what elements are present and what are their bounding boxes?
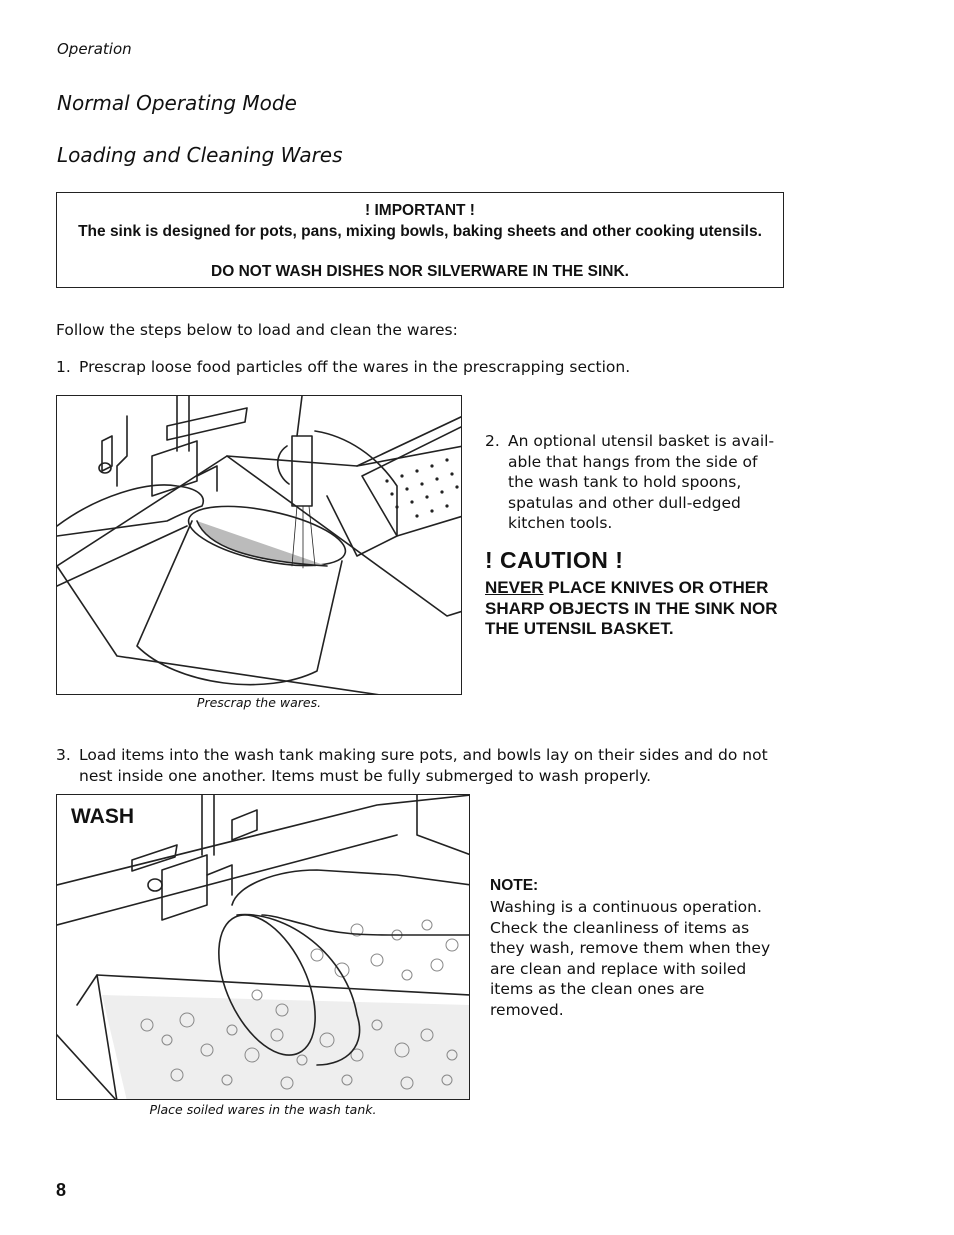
- figure-wash-caption: Place soiled wares in the wash tank.: [149, 1102, 377, 1117]
- important-line-1: The sink is designed for pots, pans, mixing bowls, baking sheets and other cooking utensils.: [78, 223, 762, 240]
- caution-body: PLACE KNIVES OR OTHER SHARP OBJECTS IN THE SINK NOR THE UTENSIL BASKET.: [485, 578, 778, 638]
- caution-never: NEVER: [485, 578, 544, 597]
- section-label: Operation: [57, 40, 132, 58]
- step-3-text: Load items into the wash tank making sure pots, and bowls lay on their sides and do not nest inside one another. Items must be fully submerged to wash properly.: [79, 746, 768, 785]
- important-title: ! IMPORTANT !: [365, 202, 475, 219]
- figure-wash: [56, 794, 470, 1100]
- wash-illustration: [57, 795, 470, 1100]
- important-notice-box: [56, 192, 784, 288]
- intro-text: Follow the steps below to load and clean the wares:: [56, 321, 458, 339]
- figure-prescrap-caption: Prescrap the wares.: [196, 695, 322, 710]
- figure-prescrap: [56, 395, 462, 695]
- note-text: Washing is a continuous operation. Check the cleanliness of items as they wash, remove them when they are clean and replace with soiled items as the clean ones are removed.: [490, 898, 771, 1019]
- step-2-text: An optional utensil basket is avail-able that hangs from the side of the wash tank to hold spoons, spatulas and other dull-edged kitchen tools.: [508, 432, 775, 532]
- important-line-2: DO NOT WASH DISHES NOR SILVERWARE IN THE SINK.: [211, 263, 629, 280]
- heading-loading-cleaning-wares: Loading and Cleaning Wares: [57, 143, 343, 167]
- heading-normal-operating-mode: Normal Operating Mode: [57, 91, 297, 115]
- caution-text: [485, 578, 785, 640]
- wash-label: WASH: [71, 805, 134, 828]
- step-1-text: Prescrap loose food particles off the wares in the prescrapping section.: [79, 358, 631, 376]
- page-number: 8: [56, 1180, 67, 1200]
- step-3-number: 3.: [56, 746, 71, 764]
- prescrap-illustration: [57, 396, 462, 695]
- note-title: NOTE:: [490, 877, 539, 894]
- step-1-number: 1.: [56, 358, 71, 376]
- caution-title: ! CAUTION !: [485, 547, 624, 573]
- step-2-number: 2.: [485, 432, 500, 450]
